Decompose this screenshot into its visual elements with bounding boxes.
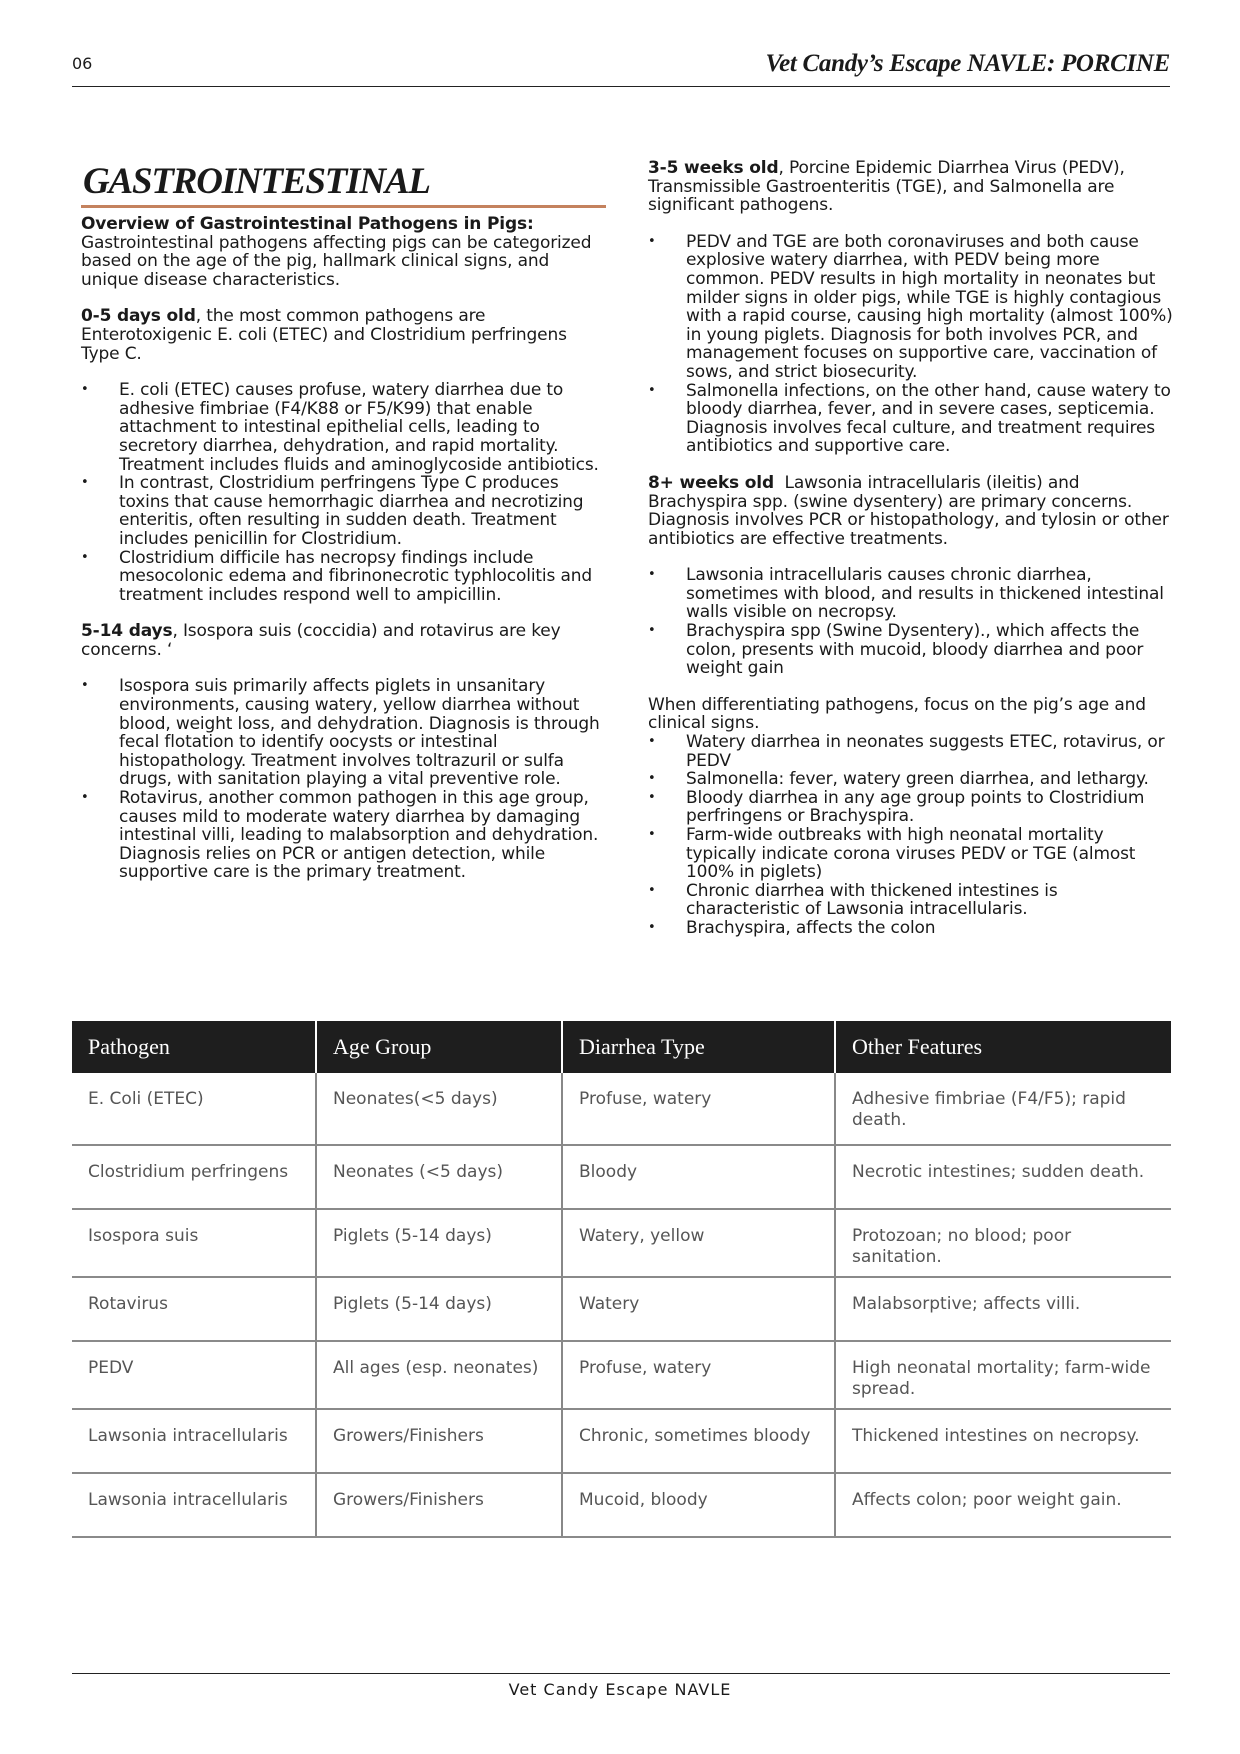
table-row bbox=[72, 1073, 1171, 1145]
table-cell: All ages (esp. neonates) bbox=[316, 1341, 562, 1409]
list-item: • Brachyspira, affects the colon bbox=[648, 919, 1176, 938]
section-title: GASTROINTESTINAL bbox=[83, 161, 430, 202]
table-cell: Growers/Finishers bbox=[316, 1409, 562, 1473]
age-8-weeks-lead: 8+ weeks old bbox=[648, 472, 774, 493]
right-column bbox=[648, 159, 1176, 938]
age-0-5-paragraph bbox=[81, 307, 606, 363]
list-item: • Lawsonia intracellularis causes chronic diarrhea, sometimes with blood, and results in thickened intestinal walls visible on necropsy. bbox=[648, 566, 1176, 622]
list-item: • Chronic diarrhea with thickened intestines is characteristic of Lawsonia intracellularis. bbox=[648, 882, 1176, 919]
list-item: • Watery diarrhea in neonates suggests ETEC, rotavirus, or PEDV bbox=[648, 733, 1176, 770]
footer-text: Vet Candy Escape NAVLE bbox=[508, 1680, 732, 1699]
differentiating-bullets bbox=[648, 733, 1176, 938]
table-cell: Profuse, watery bbox=[562, 1073, 835, 1145]
pathogen-table bbox=[72, 1021, 1171, 1538]
table-cell: Chronic, sometimes bloody bbox=[562, 1409, 835, 1473]
list-item: • In contrast, Clostridium perfringens Type C produces toxins that cause hemorrhagic diarrhea and necrotizing enteritis, often resulting in sudden death. Treatment includes penicillin for Clostridium. bbox=[81, 474, 606, 548]
age-5-14-text: , Isospora suis (coccidia) and rotavirus are key concerns. ‘ bbox=[81, 621, 561, 660]
table-cell: Bloody bbox=[562, 1145, 835, 1209]
column-header-diarrhea-type: Diarrhea Type bbox=[562, 1021, 835, 1073]
table-cell: Adhesive fimbriae (F4/F5); rapid death. bbox=[835, 1073, 1171, 1145]
overview-text: Gastrointestinal pathogens affecting pigs can be categorized based on the age of the pig, hallmark clinical signs, and unique disease characteristics. bbox=[81, 232, 592, 290]
column-header-pathogen: Pathogen bbox=[72, 1021, 316, 1073]
column-header-other-features: Other Features bbox=[835, 1021, 1171, 1073]
age-0-5-text: , the most common pathogens are Enterotoxigenic E. coli (ETEC) and Clostridium perfringens Type C. bbox=[81, 306, 567, 364]
list-item: • Salmonella infections, on the other hand, cause watery to bloody diarrhea, fever, and in severe cases, septicemia. Diagnosis involves fecal culture, and treatment requires antibiotics and supportive care. bbox=[648, 382, 1176, 456]
table-cell: High neonatal mortality; farm-wide spread. bbox=[835, 1341, 1171, 1409]
table-cell: Watery, yellow bbox=[562, 1209, 835, 1277]
page-number: 06 bbox=[72, 54, 93, 73]
table-header-row bbox=[72, 1021, 1171, 1073]
list-item: • Rotavirus, another common pathogen in this age group, causes mild to moderate watery diarrhea by damaging intestinal villi, leading to malabsorption and dehydration. Diagnosis relies on PCR or antigen detection, while supportive care is the primary treatment. bbox=[81, 789, 606, 882]
differentiating-paragraph: When differentiating pathogens, focus on the pig’s age and clinical signs. bbox=[648, 694, 1146, 734]
list-item: • Farm-wide outbreaks with high neonatal mortality typically indicate corona viruses PEDV or TGE (almost 100% in piglets) bbox=[648, 826, 1176, 882]
table-cell: Profuse, watery bbox=[562, 1341, 835, 1409]
table-row bbox=[72, 1409, 1171, 1473]
overview-heading: Overview of Gastrointestinal Pathogens in Pigs: bbox=[81, 214, 534, 234]
list-item: • E. coli (ETEC) causes profuse, watery diarrhea due to adhesive fimbriae (F4/K88 or F5/K99) that enable attachment to intestinal epithelial cells, leading to secretory diarrhea, dehydration, and rapid mortality. Treatment includes fluids and aminoglycoside antibiotics. bbox=[81, 381, 606, 474]
table-row bbox=[72, 1145, 1171, 1209]
table-row bbox=[72, 1209, 1171, 1277]
list-item: • Bloody diarrhea in any age group points to Clostridium perfringens or Brachyspira. bbox=[648, 789, 1176, 826]
age-0-5-lead: 0-5 days old bbox=[81, 306, 196, 327]
age-3-5-weeks-lead: 3-5 weeks old bbox=[648, 158, 779, 178]
table-row bbox=[72, 1277, 1171, 1341]
table-cell: Piglets (5-14 days) bbox=[316, 1209, 562, 1277]
table-cell: Malabsorptive; affects villi. bbox=[835, 1277, 1171, 1341]
list-item: • Brachyspira spp (Swine Dysentery)., which affects the colon, presents with mucoid, bloody diarrhea and poor weight gain bbox=[648, 622, 1176, 678]
age-0-5-bullets bbox=[81, 381, 606, 604]
age-5-14-lead: 5-14 days bbox=[81, 621, 173, 642]
age-5-14-bullets bbox=[81, 677, 606, 882]
table-cell: Lawsonia intracellularis bbox=[72, 1409, 316, 1473]
table-cell: Rotavirus bbox=[72, 1277, 316, 1341]
age-8-weeks-paragraph bbox=[648, 474, 1176, 548]
table-cell: Growers/Finishers bbox=[316, 1473, 562, 1537]
table-cell: Affects colon; poor weight gain. bbox=[835, 1473, 1171, 1537]
table-row bbox=[72, 1473, 1171, 1537]
table-row bbox=[72, 1341, 1171, 1409]
table-cell: Mucoid, bloody bbox=[562, 1473, 835, 1537]
table-cell: Thickened intestines on necropsy. bbox=[835, 1409, 1171, 1473]
overview-paragraph bbox=[81, 215, 606, 289]
age-5-14-paragraph bbox=[81, 622, 606, 659]
table-cell: Neonates(<5 days) bbox=[316, 1073, 562, 1145]
header-rule bbox=[72, 86, 1170, 87]
table-cell: Necrotic intestines; sudden death. bbox=[835, 1145, 1171, 1209]
table-cell: Isospora suis bbox=[72, 1209, 316, 1277]
age-3-5-weeks-bullets bbox=[648, 233, 1176, 456]
table-cell: E. Coli (ETEC) bbox=[72, 1073, 316, 1145]
table-cell: Piglets (5-14 days) bbox=[316, 1277, 562, 1341]
list-item: • PEDV and TGE are both coronaviruses and both cause explosive watery diarrhea, with PEDV being more common. PEDV results in high mortality in neonates but milder signs in older pigs, while TGE is highly contagious with a rapid course, causing high mortality (almost 100%) in young piglets. Diagnosis for both involves PCR, and management focuses on supportive care, vaccination of sows, and strict biosecurity. bbox=[648, 233, 1176, 382]
table-cell: Lawsonia intracellularis bbox=[72, 1473, 316, 1537]
table-cell: Neonates (<5 days) bbox=[316, 1145, 562, 1209]
age-8-weeks-bullets bbox=[648, 566, 1176, 678]
age-3-5-weeks-paragraph bbox=[648, 159, 1176, 215]
running-title: Vet Candy’s Escape NAVLE: PORCINE bbox=[765, 50, 1170, 77]
list-item: • Salmonella: fever, watery green diarrhea, and lethargy. bbox=[648, 770, 1176, 789]
age-3-5-weeks-text: , Porcine Epidemic Diarrhea Virus (PEDV), Transmissible Gastroenteritis (TGE), and Salmonella are significant pathogens. bbox=[648, 158, 1125, 216]
table-cell: PEDV bbox=[72, 1341, 316, 1409]
age-8-weeks-text: Lawsonia intracellularis (ileitis) and Brachyspira spp. (swine dysentery) are primary concerns. Diagnosis involves PCR or histopathology, and tylosin or other antibiotics are effective treatments. bbox=[648, 472, 1174, 549]
list-item: • Isospora suis primarily affects piglets in unsanitary environments, causing watery, yellow diarrhea without blood, weight loss, and dehydration. Diagnosis is through fecal flotation to identify oocysts or intestinal histopathology. Treatment involves toltrazuril or sulfa drugs, with sanitation playing a vital preventive role. bbox=[81, 677, 606, 789]
table-cell: Watery bbox=[562, 1277, 835, 1341]
table-cell: Protozoan; no blood; poor sanitation. bbox=[835, 1209, 1171, 1277]
left-column bbox=[81, 160, 606, 882]
column-header-age-group: Age Group bbox=[316, 1021, 562, 1073]
footer-rule bbox=[72, 1673, 1170, 1674]
title-accent-rule bbox=[81, 205, 606, 208]
table-cell: Clostridium perfringens bbox=[72, 1145, 316, 1209]
list-item: • Clostridium difficile has necropsy findings include mesocolonic edema and fibrinonecrotic typhlocolitis and treatment includes respond well to ampicillin. bbox=[81, 549, 606, 605]
